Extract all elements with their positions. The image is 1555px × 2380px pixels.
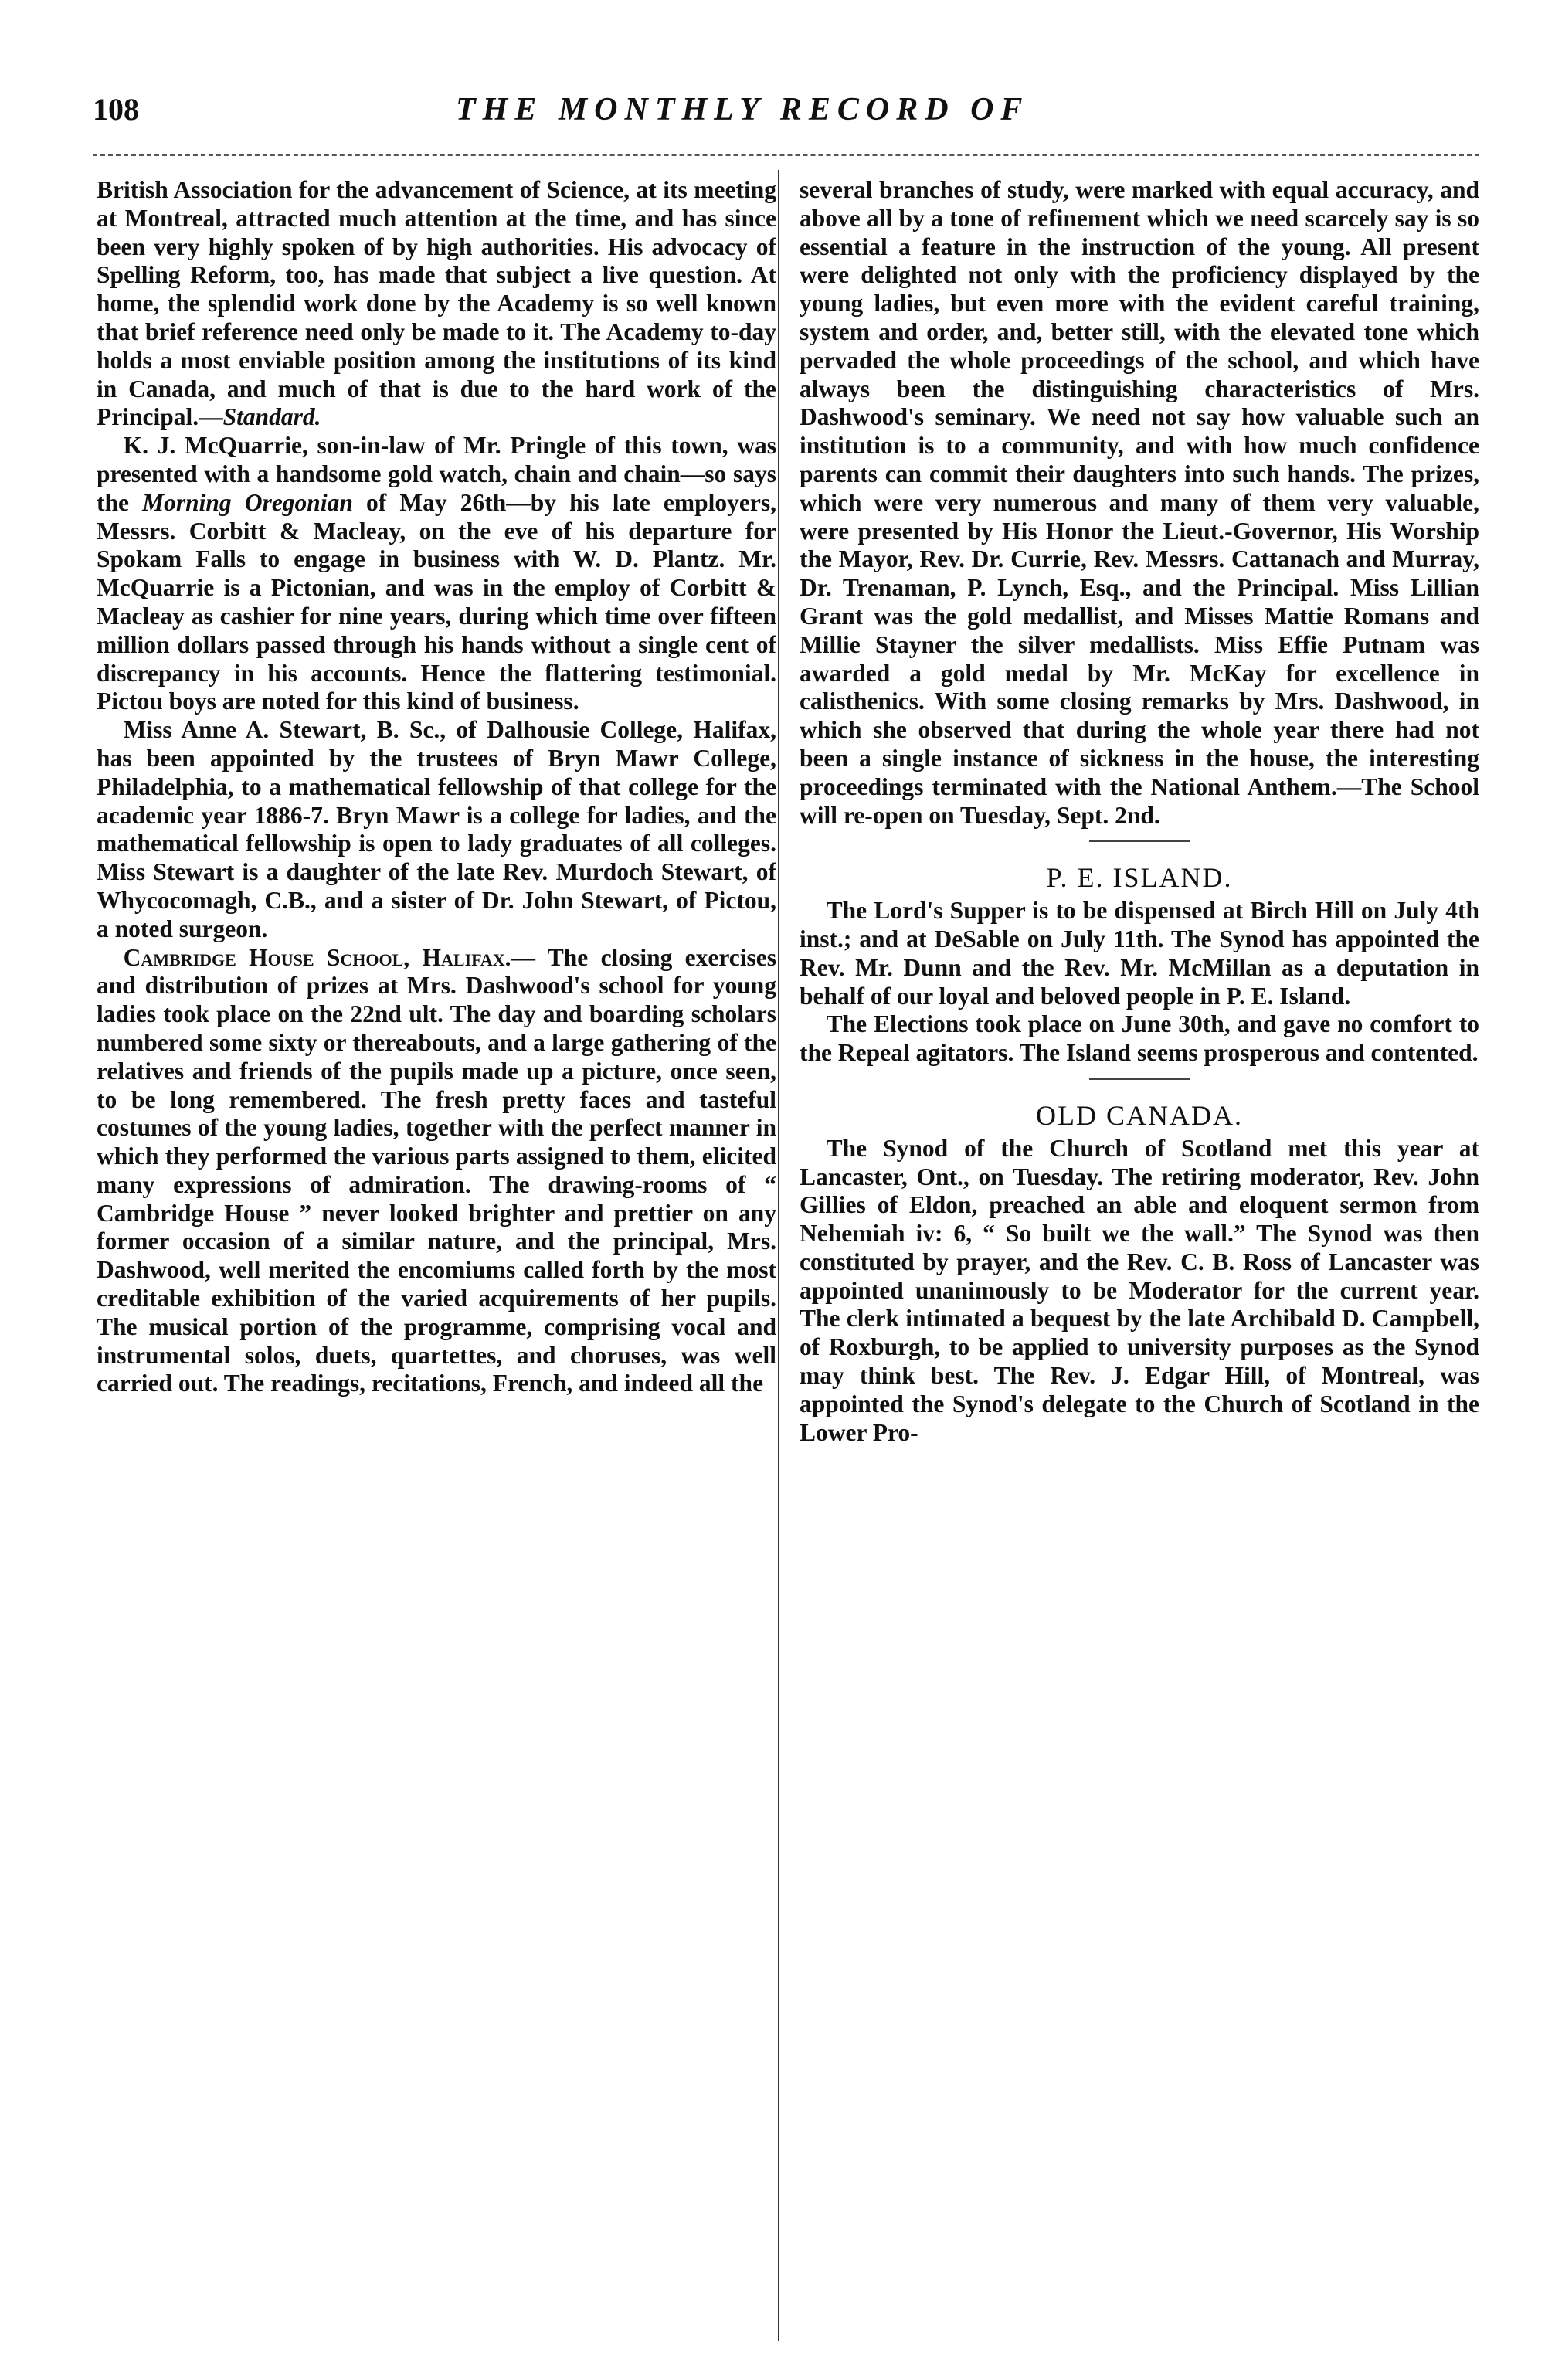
paragraph-elections (800, 1010, 1479, 1068)
paragraph-text: The Elections took place on June 30th, and gave no comfort to the Repeal agitators. The Island seems prosperous and contented. (800, 1010, 1479, 1067)
paragraph-text: Miss Anne A. Stewart, B. Sc., of Dalhousie College, Halifax, has been appointed by the trustees of Bryn Mawr College, Philadelphia, to a mathematical fellowship of that college for the academic year 1886-7. Bryn Mawr is a college for ladies, and the mathematical fellowship is open to lady graduates of all colleges. Miss Stewart is a daughter of the late Rev. Murdoch Stewart, of Whycocomagh, C.B., and a sister of Dr. John Stewart, of Pictou, a noted surgeon. (97, 716, 776, 942)
paragraph-text: The Synod of the Church of Scotland met this year at Lancaster, Ont., on Tuesday. The retiring moderator, Rev. John Gillies of Eldon, preached an able and eloquent sermon from Nehemiah iv: 6, “ So built we the wall.” The Synod was then constituted by prayer, and the Rev. C. B. Ross of Lancaster was appointed unanimously to be Moderator for the current year. The clerk intimated a bequest by the late Archibald D. Campbell, of Roxburgh, to be applied to university purposes as the Synod may think best. The Rev. J. Edgar Hill, of Montreal, was appointed the Synod's delegate to the Church of Scotland in the Lower Pro- (800, 1134, 1479, 1446)
paragraph-synod (800, 1135, 1479, 1448)
section-rule-block (800, 1068, 1479, 1080)
paragraph-text: The Lord's Supper is to be dispensed at Birch Hill on July 4th inst.; and at DeSable on July 11th. The Synod has appointed the Rev. Mr. Dunn and the Rev. Mr. McMillan as a deputation in behalf of our loyal and beloved people in P. E. Island. (800, 897, 1479, 1010)
paragraph-text: British Association for the advancement of Science, at its meeting at Montreal, attracted much attention at the time, and has since been very highly spoken of by high authorities. His advocacy of Spelling Reform, too, has made that subject a live question. At home, the splendid work done by the Academy is so well known that brief reference need only be made to it. The Academy to-day holds a most enviable position among the institutions of its kind in Canada, and much of that is due to the hard work of the Principal.— (97, 176, 776, 431)
right-column (800, 176, 1479, 2347)
paragraph-school-continued (800, 176, 1479, 830)
section-heading-pei: P. E. ISLAND. (1046, 862, 1233, 894)
paragraph-association (97, 176, 776, 432)
paragraph-text: of May 26th—by his late employers, Messrs. Corbitt & Macleay, on the eve of his departure for Spokam Falls to engage in business with W. D. Plantz. Mr. McQuarrie is a Pictonian, and was in the employ of Corbitt & Macleay as cashier for nine years, during which time over fifteen million dollars passed through his hands without a single cent of discrepancy in his accounts. Hence the flattering testimonial. Pictou boys are noted for this kind of business. (97, 488, 776, 715)
paragraph-lords-supper (800, 897, 1479, 1010)
paragraph-text: — The closing exercises and distribution of prizes at Mrs. Dashwood's school for young ladies took place on the 22nd ult. The day and boarding scholars numbered some sixty or thereabouts, and a large gathering of the relatives and friends of the pupils made up a picture, once seen, to be long remembered. The fresh pretty faces and tasteful costumes of the young ladies, together with the perfect manner in which they performed the various parts assigned to them, elicited many expressions of admiration. The drawing-rooms of “ Cambridge House ” never looked brighter and prettier on any former occasion of a similar nature, and the principal, Mrs. Dashwood, well merited the encomiums called forth by the most creditable exhibition of the varied acquirements of her pupils. The musical portion of the programme, comprising vocal and instrumental solos, duets, quartettes, and choruses, was well carried out. The readings, recitations, French, and indeed all the (97, 943, 776, 1397)
page-header (93, 91, 1483, 145)
column-divider (778, 170, 779, 2341)
paragraph-cambridge-house (97, 944, 776, 1399)
paragraph-mcquarrie (97, 432, 776, 716)
paragraph-text: K. J. McQuarrie, son-in-law of Mr. Pringle of this town, was presented with a handsome gold watch, chain and chain—so says the (97, 432, 776, 516)
paragraph-text: several branches of study, were marked with equal accuracy, and above all by a tone of refinement which we need scarcely say is so essential a feature in the instruction of the young. All present were delighted not only with the proficiency displayed by the young ladies, but even more with the evident careful training, system and order, and, better still, with the elevated tone which pervaded the whole proceedings of the school, and which have always been the distinguishing characteristics of Mrs. Dashwood's seminary. We need not say how valuable such an institution is to a community, and with how much confidence parents can commit their daughters into such hands. The prizes, which were very numerous and many of them very valuable, were presented by His Honor the Lieut.-Governor, His Worship the Mayor, Rev. Dr. Currie, Rev. Messrs. Cattanach and Murray, Dr. Trenaman, P. Lynch, Esq., and the Principal. Miss Lillian Grant was the gold medallist, and Misses Mattie Romans and Millie Stayner the silver medallists. Miss Effie Putnam was awarded a gold medal by Mr. McKay for excellence in calisthenics. With some closing remarks by Mrs. Dashwood, in which she observed that during the whole year there had not been a single instance of sickness in the house, the interesting proceedings terminated with the National Anthem.—The School will re-open on Tuesday, Sept. 2nd. (800, 176, 1479, 829)
paragraph-stewart (97, 716, 776, 943)
source-citation: Standard. (222, 403, 321, 431)
running-title: THE MONTHLY RECORD OF (456, 92, 1030, 127)
left-column (97, 176, 776, 2347)
article-lead: Cambridge House School, Halifax. (123, 943, 511, 971)
page-number: 108 (93, 92, 139, 127)
header-rule (93, 154, 1479, 156)
section-rule-block (800, 830, 1479, 842)
section-heading-old-canada: OLD CANADA. (1036, 1099, 1243, 1131)
newspaper-title: Morning Oregonian (142, 488, 353, 516)
